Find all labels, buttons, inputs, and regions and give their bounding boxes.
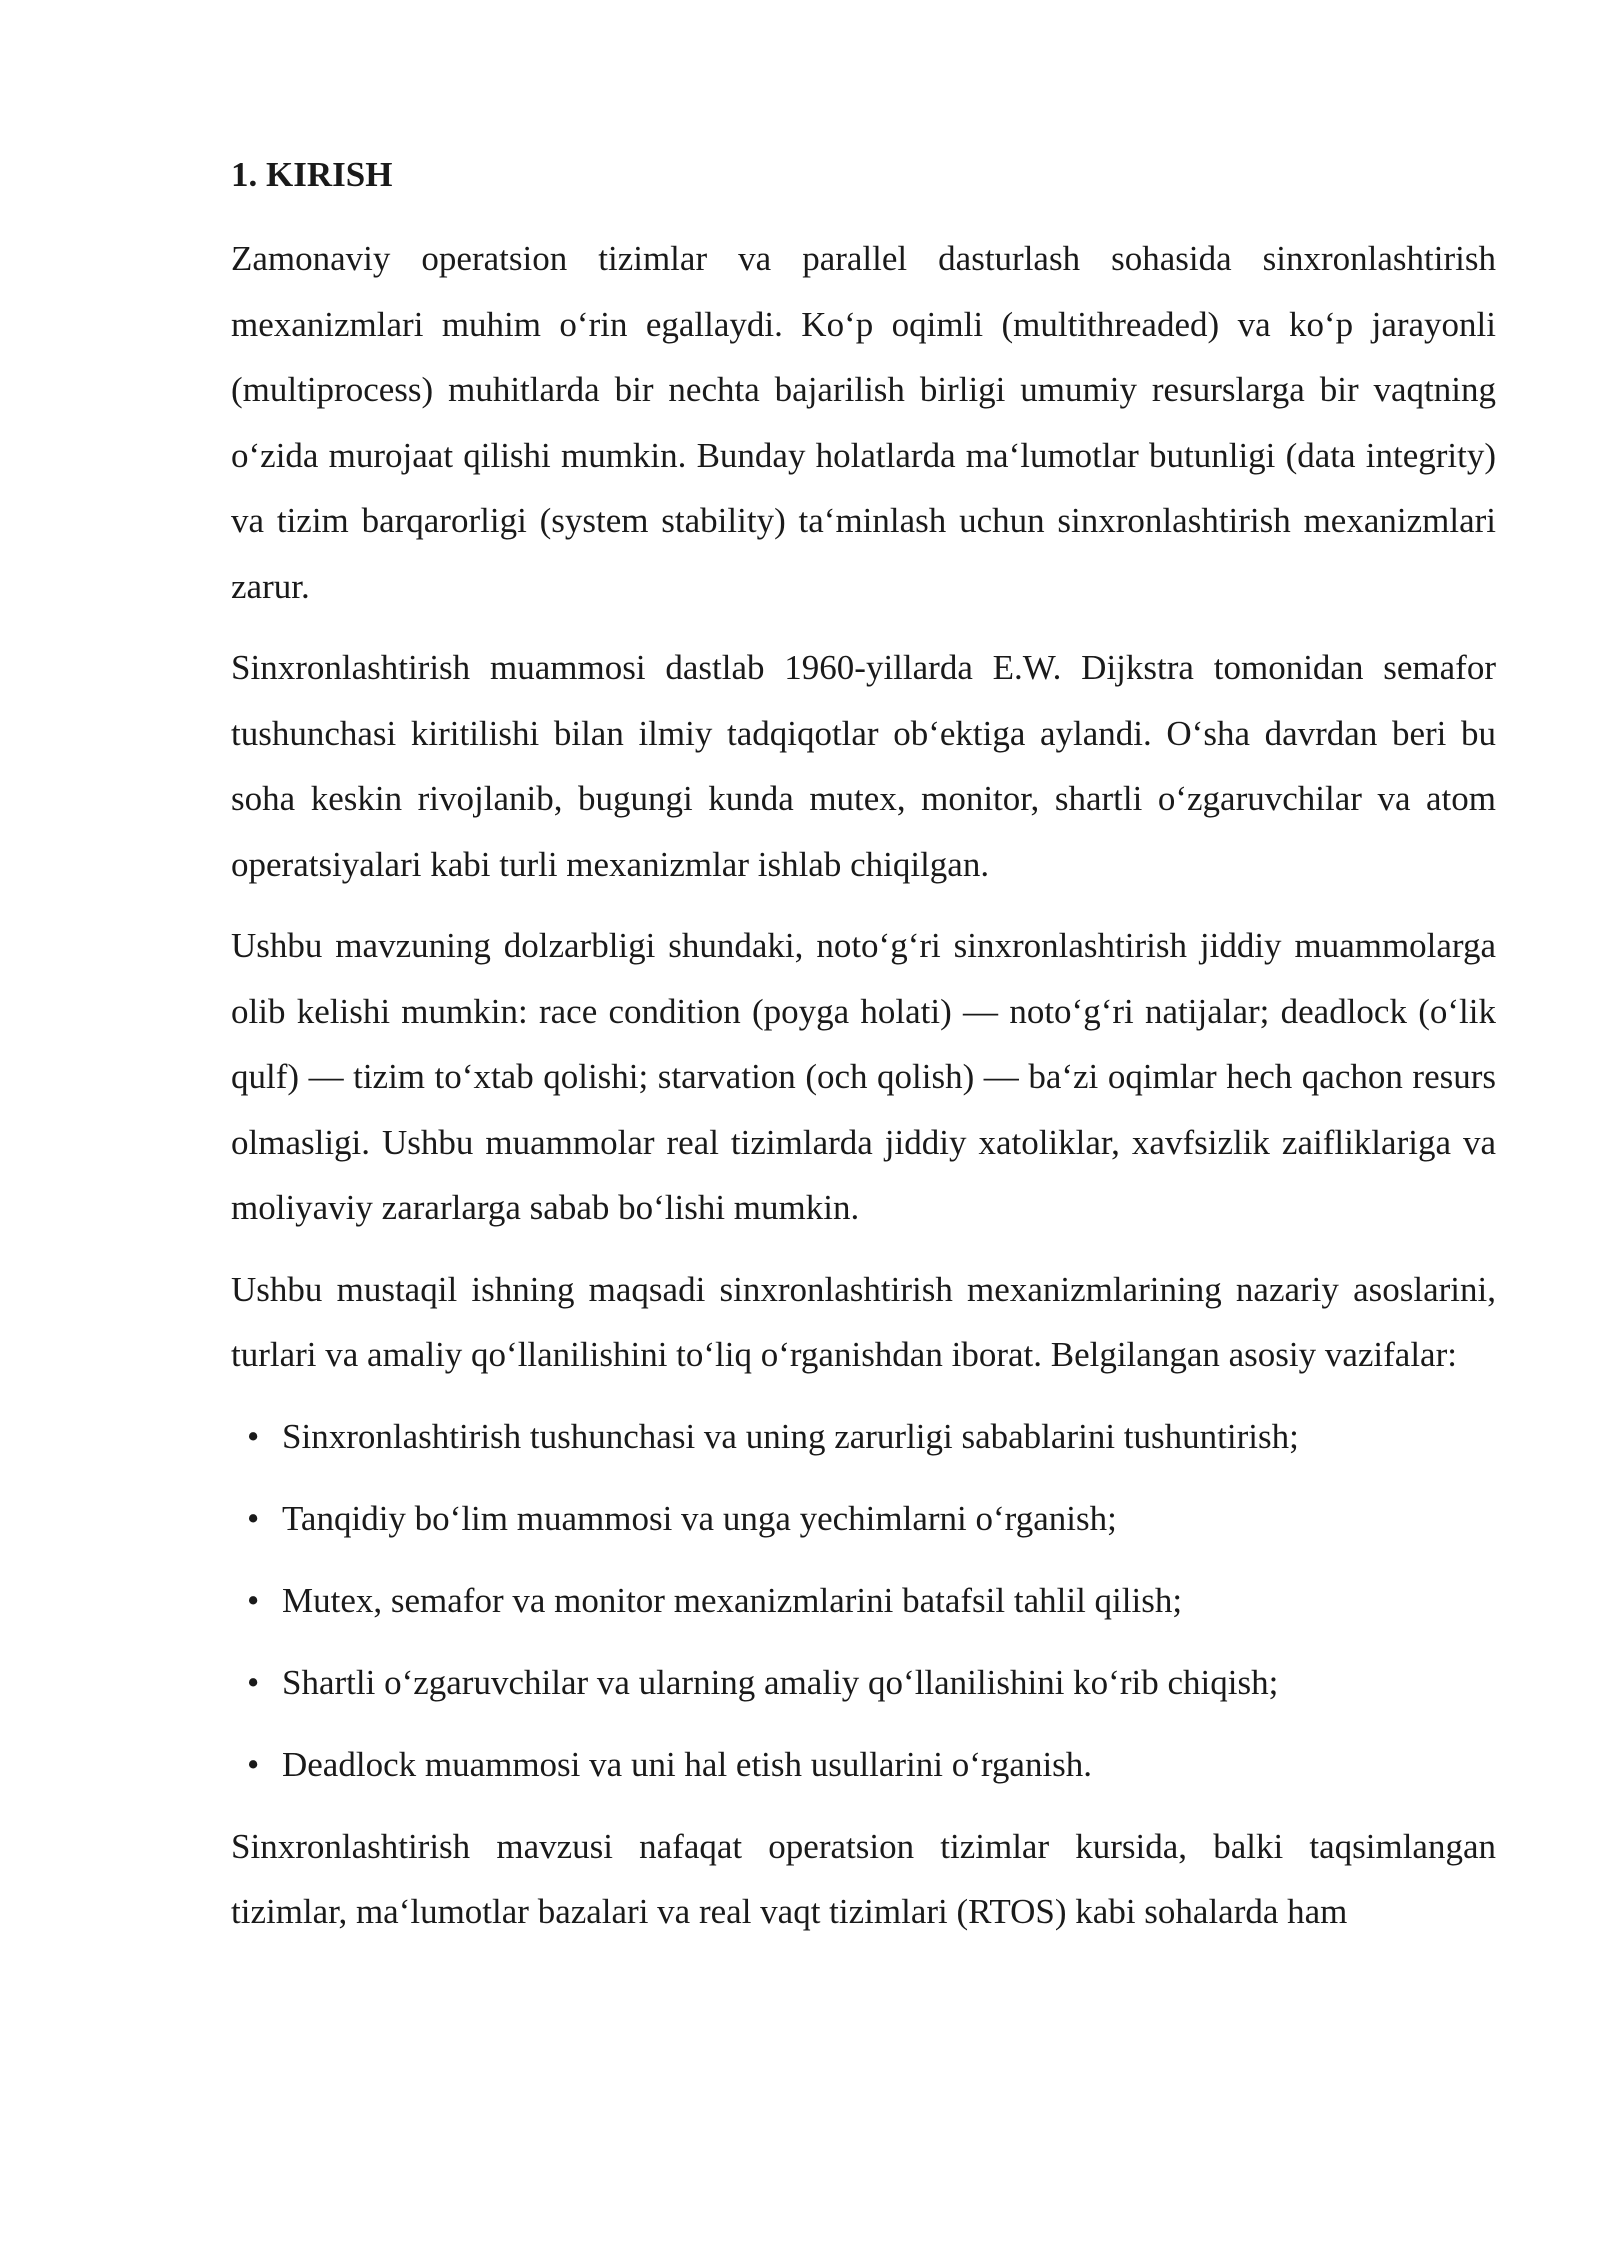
bullet-icon: • — [247, 1416, 260, 1456]
task-list — [231, 1404, 1496, 1798]
list-item-text: Tanqidiy bo‘lim muammosi va unga yechimlarni o‘rganish; — [282, 1498, 1117, 1538]
list-item-text: Shartli o‘zgaruvchilar va ularning amaliy qo‘llanilishini ko‘rib chiqish; — [282, 1662, 1279, 1702]
intro-paragraph-4: Ushbu mustaqil ishning maqsadi sinxronlashtirish mexanizmlarining nazariy asoslarini, turlari va amaliy qo‘llanilishini to‘liq o‘rganishdan iborat. Belgilangan asosiy vazifalar: — [231, 1269, 1496, 1374]
intro-paragraph-3: Ushbu mavzuning dolzarbligi shundaki, noto‘g‘ri sinxronlashtirish jiddiy muammolarga olib kelishi mumkin: race condition (poyga holati) — noto‘g‘ri natijalar; deadlock (o‘lik qulf) — tizim to‘xtab qolishi; starvation (och qolish) — ba‘zi oqimlar hech qachon resurs olmasligi. Ushbu muammolar real tizimlarda jiddiy xatoliklar, xavfsizlik zaifliklariga va moliyaviy zararlarga sabab bo‘lishi mumkin. — [231, 926, 1496, 1227]
intro-paragraph-1: Zamonaviy operatsion tizimlar va parallel dasturlash sohasida sinxronlashtirish mexanizmlari muhim o‘rin egallaydi. Ko‘p oqimli (multithreaded) va ko‘p jarayonli (multiprocess) muhitlarda bir nechta bajarilish birligi umumiy resurslarga bir vaqtning o‘zida murojaat qilishi mumkin. Bunday holatlarda ma‘lumotlar butunligi (data integrity) va tizim barqarorligi (system stability) ta‘minlash uchun sinxronlashtirish mexanizmlari zarur. — [231, 239, 1496, 606]
intro-paragraph-2: Sinxronlashtirish muammosi dastlab 1960-yillarda E.W. Dijkstra tomonidan semafor tushunchasi kiritilishi bilan ilmiy tadqiqotlar ob‘ektiga aylandi. O‘sha davrdan beri bu soha keskin rivojlanib, bugungi kunda mutex, monitor, shartli o‘zgaruvchilar va atom operatsiyalari kabi turli mexanizmlar ishlab chiqilgan. — [231, 648, 1496, 884]
list-item — [231, 1650, 1496, 1716]
bullet-icon: • — [247, 1662, 260, 1702]
list-item — [231, 1404, 1496, 1470]
bullet-icon: • — [247, 1580, 260, 1620]
list-item-text: Deadlock muammosi va uni hal etish usullarini o‘rganish. — [282, 1744, 1093, 1784]
page-content — [231, 150, 1496, 1961]
bullet-icon: • — [247, 1498, 260, 1538]
closing-paragraph: Sinxronlashtirish mavzusi nafaqat operatsion tizimlar kursida, balki taqsimlangan tizimlar, ma‘lumotlar bazalari va real vaqt tizimlari (RTOS) kabi sohalarda ham — [231, 1826, 1496, 1931]
section-heading: 1. KIRISH — [231, 155, 393, 194]
bullet-icon: • — [247, 1744, 260, 1784]
list-item — [231, 1486, 1496, 1552]
list-item — [231, 1732, 1496, 1798]
list-item-text: Mutex, semafor va monitor mexanizmlarini batafsil tahlil qilish; — [282, 1580, 1183, 1620]
list-item — [231, 1568, 1496, 1634]
list-item-text: Sinxronlashtirish tushunchasi va uning zarurligi sabablarini tushuntirish; — [282, 1416, 1299, 1456]
